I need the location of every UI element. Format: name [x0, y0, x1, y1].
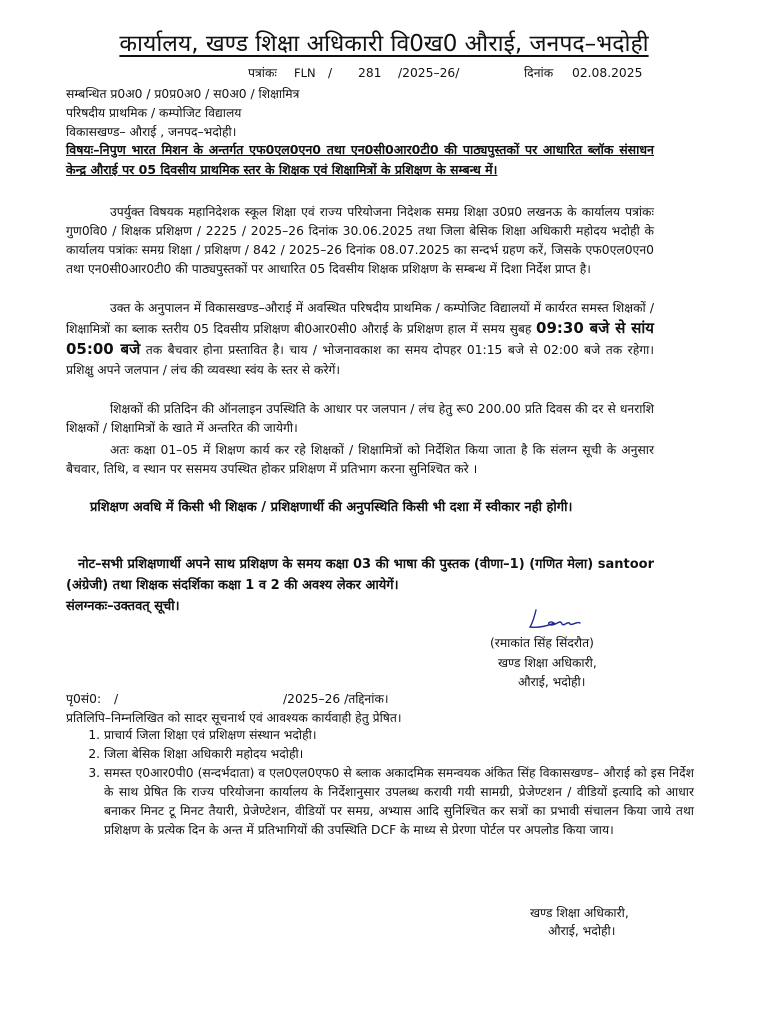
addressee-line-1: सम्बन्धित प्र0अ0 / प्र0प्र0अ0 / स0अ0 / शिक्षामित्र — [66, 87, 300, 101]
copy-recipient-list — [66, 726, 694, 840]
copy-ref-label: पृ0सं0: — [66, 692, 102, 706]
copy-ref-sep: / — [114, 692, 119, 706]
subject-text: विषयः–निपुण भारत मिशन के अन्तर्गत एफ0एल0एन0 तथा एन0सी0आर0टी0 की पाठ्यपुस्तकों पर आधारित ब्लॉक संसाधन केन्द्र औराई पर 05 दिवसीय प्राथमिक स्तर के शिक्षक एवं शिक्षामित्रों के प्रशिक्षण के सम्बन्ध में। — [66, 142, 654, 177]
signatory-designation: खण्ड शिक्षा अधिकारी, — [498, 656, 597, 670]
copy-intro: प्रतिलिपि–निम्नलिखित को सादर सूचनार्थ एवं आवश्यक कार्यवाही हेतु प्रेषित। — [66, 711, 402, 725]
copy-signatory-designation: खण्ड शिक्षा अधिकारी, — [530, 906, 629, 920]
enclosure-note: संलग्नकः–उक्तवत् सूची। — [66, 599, 180, 614]
copy-signatory-place: औराई, भदोही। — [548, 924, 616, 938]
body-paragraph-3: शिक्षकों की प्रतिदिन की ऑनलाइन उपस्थिति के आधार पर जलपान / लंच हेतु रू0 200.00 प्रति दिवस की दर से धनराशि शिक्षकों / शिक्षामित्रों के खाते में अन्तरित की जायेगी। — [66, 402, 654, 435]
letter-subject — [66, 140, 654, 180]
body-paragraph-2 — [66, 298, 654, 380]
letter-date-value: 02.08.2025 — [572, 66, 643, 80]
body-paragraph-2-end: तक बैचवार होना प्रस्तावित है। चाय / भोजनावकाश का समय दोपहर 01:15 बजे से 02:00 बजे तक रहेगा। प्रशिक्षु अपने जलपान / लंच की व्यवस्था स्वंय के स्तर से करेगें। — [66, 343, 654, 377]
signatory-place: औराई, भदोही। — [518, 675, 586, 689]
letter-ref-year: /2025–26/ — [398, 66, 460, 80]
copy-ref-year: /2025–26 /तद्दिनांक। — [283, 692, 389, 706]
copy-recipient-item: 1. प्राचार्य जिला शिक्षा एवं प्रशिक्षण संस्थान भदोही। — [104, 726, 694, 745]
letter-date-label: दिनांक — [524, 66, 554, 80]
body-paragraph-2-start: उक्त के अनुपालन में विकासखण्ड–औराई में अवस्थित परिषदीय प्राथमिक / कम्पोजिट विद्यालयों में कार्यरत समस्त शिक्षकों / शिक्षामित्रों का ब्लाक स्तरीय 05 दिवसीय प्रशिक्षण बी0आर0सी0 औराई के प्रशिक्षण हाल में समय सुबह — [66, 301, 654, 336]
signatory-name: (रमाकांत सिंह सिंदरौत) — [490, 636, 594, 650]
body-paragraph-4: अतः कक्षा 01–05 में शिक्षण कार्य कर रहे शिक्षकों / शिक्षामित्रों को निर्देशित किया जाता है कि संलग्न सूची के अनुसार बैचवार, तिथि, व स्थान पर ससमय उपस्थित होकर प्रशिक्षण में प्रतिभाग करना सुनिश्चित करे । — [66, 443, 654, 476]
body-paragraph-5: प्रशिक्षण अवधि में किसी भी शिक्षक / प्रशिक्षणार्थी की अनुपस्थिति किसी भी दशा में स्वीकार नही होगी। — [90, 500, 573, 515]
letter-ref-label: पत्रांकः — [248, 66, 277, 80]
letter-ref-sep: / — [328, 66, 333, 80]
copy-recipient-item: 3. समस्त ए0आर0पी0 (सन्दर्भदाता) व एल0एल0एफ0 से ब्लाक अकादमिक समन्वयक अंकित सिंह विकासखण्ड– औराई को इस निर्देश के साथ प्रेषित कि राज्य परियोजना कार्यालय के निर्देशानुसार उपलब्ध करायी गयी सामग्री, प्रेजेण्टशन / वीडियों इत्यादि को आधार बनाकर मिनट टू मिनट तैयारी, प्रेजेण्टेशन, वीडियों पर समग्र, अभ्यास आदि सुनिश्चित कर सत्रों का प्रभावी संचालन किया जाये तथा प्रशिक्षण के प्रत्येक दिन के अन्त में प्रतिभागियों की उपस्थिति DCF के माध्य से प्रेरणा पोर्टल पर अपलोड किया जाय। — [104, 764, 694, 840]
note-paragraph: नोट–सभी प्रशिक्षणार्थी अपने साथ प्रशिक्षण के समय कक्षा 03 की भाषा की पुस्तक (वीणा–1) (गणित मेला) santoor (अंग्रेजी) तथा शिक्षक संदर्शिका कक्षा 1 व 2 की अवश्य लेकर आयेगें। — [66, 557, 654, 593]
training-time: 09:30 बजे से सांय 05:00 बजे — [66, 319, 654, 358]
letter-ref-number: 281 — [358, 66, 382, 80]
addressee-line-3: विकासखण्ड– औराई , जनपद–भदोही। — [66, 125, 237, 139]
body-paragraph-1: उपर्युक्त विषयक महानिदेशक स्कूल शिक्षा एवं राज्य परियोजना निदेशक समग्र शिक्षा उ0प्र0 लखनऊ के कार्यालय पत्रांकः गुण0वि0 / शिक्षक प्रशिक्षण / 2225 / 2025–26 दिनांक 30.06.2025 तथा जिला बेसिक शिक्षा अधिकारी महोदय भदोही के कार्यालय पत्रांकः समग्र शिक्षा / प्रशिक्षण / 842 / 2025–26 दिनांक 08.07.2025 का सन्दर्भ ग्रहण करें, जिसके एफ0एल0एन0 तथा एन0सी0आर0टी0 की पाठ्यपुस्तकों पर आधारित 05 दिवसीय शिक्षक प्रशिक्षण के सम्बन्ध में दिशा निर्देश प्राप्त है। — [66, 205, 654, 276]
signature-image — [524, 606, 584, 632]
addressee-line-2: परिषदीय प्राथमिक / कम्पोजिट विद्यालय — [66, 106, 242, 120]
office-title: कार्यालय, खण्ड शिक्षा अधिकारी वि0ख0 औराई, जनपद–भदोही — [119, 31, 649, 57]
copy-recipient-item: 2. जिला बेसिक शिक्षा अधिकारी महोदय भदोही। — [104, 745, 694, 764]
letter-ref-code: FLN — [294, 66, 316, 80]
